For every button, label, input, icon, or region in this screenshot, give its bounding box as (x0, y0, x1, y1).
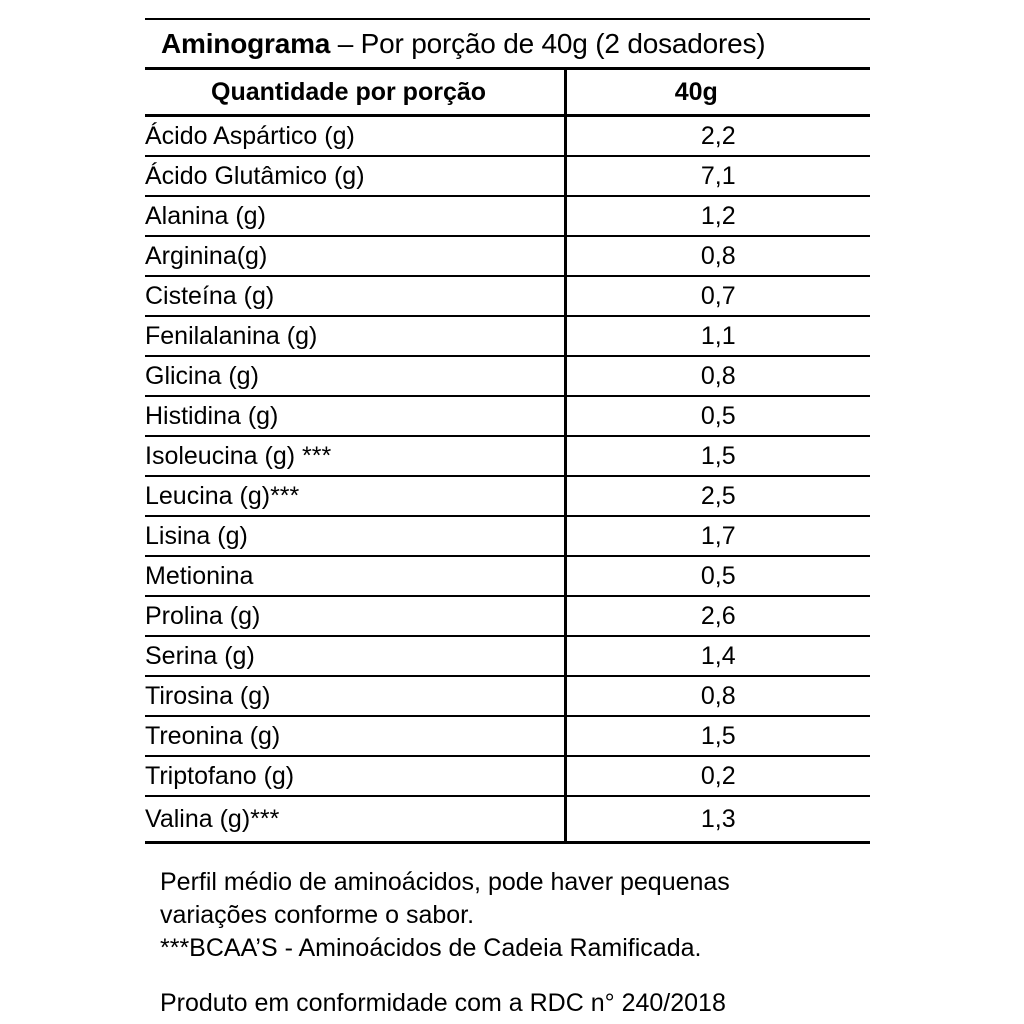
row-value: 1,5 (565, 716, 870, 756)
row-label: Ácido Aspártico (g) (145, 116, 565, 157)
table-row (145, 596, 870, 636)
row-label: Ácido Glutâmico (g) (145, 156, 565, 196)
row-label: Alanina (g) (145, 196, 565, 236)
footnotes-block (160, 866, 920, 1020)
table-body (145, 116, 870, 843)
column-header-quantity: Quantidade por porção (145, 70, 565, 116)
row-label: Valina (g)*** (145, 796, 565, 843)
row-label: Glicina (g) (145, 356, 565, 396)
table-title (145, 28, 765, 60)
row-label: Tirosina (g) (145, 676, 565, 716)
row-value: 0,5 (565, 396, 870, 436)
row-value: 0,5 (565, 556, 870, 596)
table-row (145, 796, 870, 843)
row-label: Isoleucina (g) *** (145, 436, 565, 476)
footnote-spacer (160, 965, 920, 987)
row-value: 0,8 (565, 676, 870, 716)
table-row (145, 356, 870, 396)
row-label: Treonina (g) (145, 716, 565, 756)
footnote-average-profile-line1: Perfil médio de aminoácidos, pode haver pequenas (160, 868, 730, 896)
table-row (145, 516, 870, 556)
row-value: 1,7 (565, 516, 870, 556)
row-value: 2,5 (565, 476, 870, 516)
table-row (145, 116, 870, 157)
row-label: Prolina (g) (145, 596, 565, 636)
column-header-portion: 40g (565, 70, 870, 116)
row-value: 0,7 (565, 276, 870, 316)
table-row (145, 396, 870, 436)
table-row (145, 236, 870, 276)
footnote-rdc-compliance: Produto em conformidade com a RDC n° 240/2018 (160, 989, 726, 1017)
table-row (145, 636, 870, 676)
table-row (145, 476, 870, 516)
row-value: 7,1 (565, 156, 870, 196)
row-label: Fenilalanina (g) (145, 316, 565, 356)
table-title-strong: Aminograma (161, 27, 331, 59)
row-value: 0,8 (565, 356, 870, 396)
table-row (145, 276, 870, 316)
footnote-average-profile-line2: variações conforme o sabor. (160, 901, 475, 929)
row-label: Cisteína (g) (145, 276, 565, 316)
table-header-row (145, 70, 870, 116)
table-row (145, 436, 870, 476)
row-label: Metionina (145, 556, 565, 596)
row-label: Triptofano (g) (145, 756, 565, 796)
aminogram-table (145, 70, 870, 844)
row-label: Leucina (g)*** (145, 476, 565, 516)
table-row (145, 676, 870, 716)
table-title-band (145, 18, 870, 70)
table-row (145, 156, 870, 196)
row-label: Arginina(g) (145, 236, 565, 276)
row-value: 1,4 (565, 636, 870, 676)
table-row (145, 196, 870, 236)
table-head (145, 70, 870, 116)
row-value: 1,2 (565, 196, 870, 236)
row-value: 1,3 (565, 796, 870, 843)
row-value: 2,2 (565, 116, 870, 157)
row-value: 2,6 (565, 596, 870, 636)
row-label: Lisina (g) (145, 516, 565, 556)
table-row (145, 556, 870, 596)
table-row (145, 316, 870, 356)
table-row (145, 756, 870, 796)
table-title-rest: – Por porção de 40g (2 dosadores) (330, 27, 766, 59)
row-value: 1,5 (565, 436, 870, 476)
row-label: Histidina (g) (145, 396, 565, 436)
row-value: 0,8 (565, 236, 870, 276)
row-label: Serina (g) (145, 636, 565, 676)
row-value: 1,1 (565, 316, 870, 356)
table-row (145, 716, 870, 756)
row-value: 0,2 (565, 756, 870, 796)
footnote-bcaa-legend: ***BCAA’S - Aminoácidos de Cadeia Ramificada. (160, 934, 702, 962)
